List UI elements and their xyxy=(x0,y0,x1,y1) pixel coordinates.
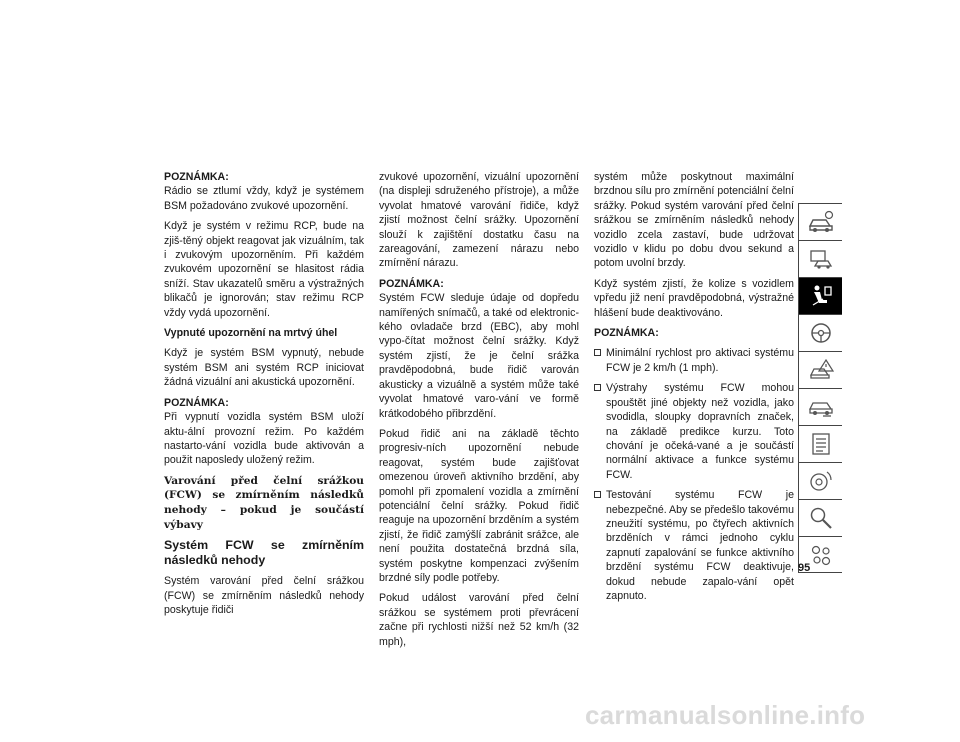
tab-warning-car[interactable] xyxy=(798,351,842,388)
paragraph-fcw-intro: Systém varování před čelní srážkou (FCW) se zmírněním následků nehody poskytuje řidiči xyxy=(164,575,364,616)
tab-search[interactable] xyxy=(798,499,842,536)
dashboard-message-icon xyxy=(807,246,835,272)
note-text: Při vypnutí vozidla systém BSM uloží aktu-ální provozní režim. Po každém nastarto-vání vozidla bude aktivován a použit naposledy uložený režim. xyxy=(164,411,364,467)
paragraph-fcw-stop: systém může poskytnout maximální brzdnou sílu pro zmírnění potenciální čelní srážky. Pokud systém varování před čelní srážkou se zmírněním následků nehody vozidlo zcela zastaví, bude udržovat vozidlo v klidu po dobu dvou sekund a potom uvolní brzdy. xyxy=(594,171,794,270)
note-text: Systém FCW sleduje údaje od dopředu namířených snímačů, a také od elektronic-kého ovladače brzd (EBC), aby mohl vypo-čítat možnost čelní srážky. Když systém zjistí, že je čelní srážka pravděpodobná, bude řidič varován akusticky a vizuálně a systém může také vyvolat hmatové varo-vání ve formě krátkodobého přibrzdění. xyxy=(379,292,579,420)
note-label: POZNÁMKA: xyxy=(594,327,659,340)
heading-fcw-section: Varování před čelní srážkou (FCW) se zmírněním následků nehody – pokud je součástí výbavy xyxy=(164,474,364,531)
paragraph-bsm-off: Když je systém BSM vypnutý, nebude systém BSM ani systém RCP iniciovat žádná vizuální ani akustická upozornění. xyxy=(164,347,364,389)
tab-dashboard-message[interactable] xyxy=(798,240,842,277)
index-icon xyxy=(807,542,835,568)
list-item: Minimální rychlost pro aktivaci systému FCW je 2 km/h (1 mph). xyxy=(594,346,794,375)
car-info-icon xyxy=(807,209,835,235)
airbag-seat-icon xyxy=(807,283,835,309)
tab-radio-media[interactable] xyxy=(798,462,842,499)
magnifier-icon xyxy=(807,505,835,531)
radio-media-icon xyxy=(807,468,835,494)
checkbox-bullet-icon xyxy=(594,381,606,482)
tab-steering-wheel[interactable] xyxy=(798,314,842,351)
paragraph-fcw-warning: zvukové upozornění, vizuální upozornění (na displeji sdruženého přístroje), a může vyvolat hmatové varování řidiče, když zjistí možnost čelní srážky. Upozornění slouží k zajištění dostatku času na zareagování, zamezení nárazu nebo zmírnění nárazu. xyxy=(379,171,579,270)
heading-bsm-off: Vypnuté upozornění na mrtvý úhel xyxy=(164,327,338,340)
note-bsm-mode xyxy=(164,396,364,468)
checkbox-bullet-icon xyxy=(594,488,606,603)
note-label: POZNÁMKA: xyxy=(164,171,229,183)
heading-fcw-system: Systém FCW se zmírněním následků nehody xyxy=(164,538,364,568)
note-label: POZNÁMKA: xyxy=(379,277,444,290)
tab-car-info[interactable] xyxy=(798,203,842,240)
paragraph-fcw-deactivate: Když systém zjistí, že kolize s vozidlem vpředu již není pravděpodobná, výstražné hlášení bude deaktivováno. xyxy=(594,277,794,319)
list-item: Výstrahy systému FCW mohou spouštět jiné objekty než vozidla, jako svodidla, sloupky dopravních značek, na základě predikce kurzu. Toto chování je očeká-vané a je součástí normální aktivace a funkce systému FCW. xyxy=(594,381,794,482)
paragraph-fcw-braking: Pokud řidič ani na základě těchto progresiv-ních upozornění nebude reagovat, systém bude zajišťovat omezenou úroveň aktivního brzdění, aby pomohl při zpomalení vozidla a zmírnění potenciální čelní srážky. Pokud řidič reaguje na upozornění brzděním a systém zjistí, že řidič zamýšlí zabránit srážce, ale není použita dostatečná brzdná síla, systém poskytne kompenzaci zvýšením brzdné síly podle potřeby. xyxy=(379,427,579,584)
list-item: Testování systému FCW je nebezpečné. Aby se předešlo takovému zneužití systému, po čtyřech aktivních brzděních v rámci jednoho cyklu zapnutí zapalování se funkce aktivního brzdění systému FCW deaktivuje, dokud nebude zapalo-vání opět zapnuto. xyxy=(594,488,794,603)
note-radio xyxy=(164,170,364,213)
checkbox-bullet-icon xyxy=(594,346,606,375)
note-label: POZNÁMKA: xyxy=(164,396,229,409)
tab-car-service[interactable] xyxy=(798,388,842,425)
page-number: 95 xyxy=(798,562,811,574)
watermark: carmanualsonline.info xyxy=(585,700,866,730)
tab-checklist[interactable] xyxy=(798,425,842,462)
checklist-icon xyxy=(807,431,835,457)
column-middle xyxy=(379,170,579,655)
tab-airbag-seat[interactable] xyxy=(798,277,842,314)
chapter-tabs xyxy=(798,203,843,573)
note-fcw-sensors xyxy=(379,277,579,421)
steering-wheel-icon xyxy=(807,320,835,346)
warning-car-icon xyxy=(807,357,835,383)
note-text: Rádio se ztlumí vždy, když je systémem BSM požadováno zvukové upozornění. xyxy=(164,185,364,212)
column-right xyxy=(594,170,794,609)
paragraph-rcp: Když je systém v režimu RCP, bude na zjiš-těný objekt reagovat jak vizuálním, tak i zvukovým upozorněním. Při každém zvukovém upozornění se hlasitost rádia sníží. Stav ukazatelů směru a výstražných blikačů je ignorován; stav režimu RCP vždy vydá upozornění. xyxy=(164,220,364,319)
column-left xyxy=(164,170,364,623)
car-service-icon xyxy=(807,394,835,420)
paragraph-fcw-speed: Pokud událost varování před čelní srážkou se systémem proti převrácení začne při rychlosti nižší než 52 km/h (32 mph), xyxy=(379,592,579,648)
